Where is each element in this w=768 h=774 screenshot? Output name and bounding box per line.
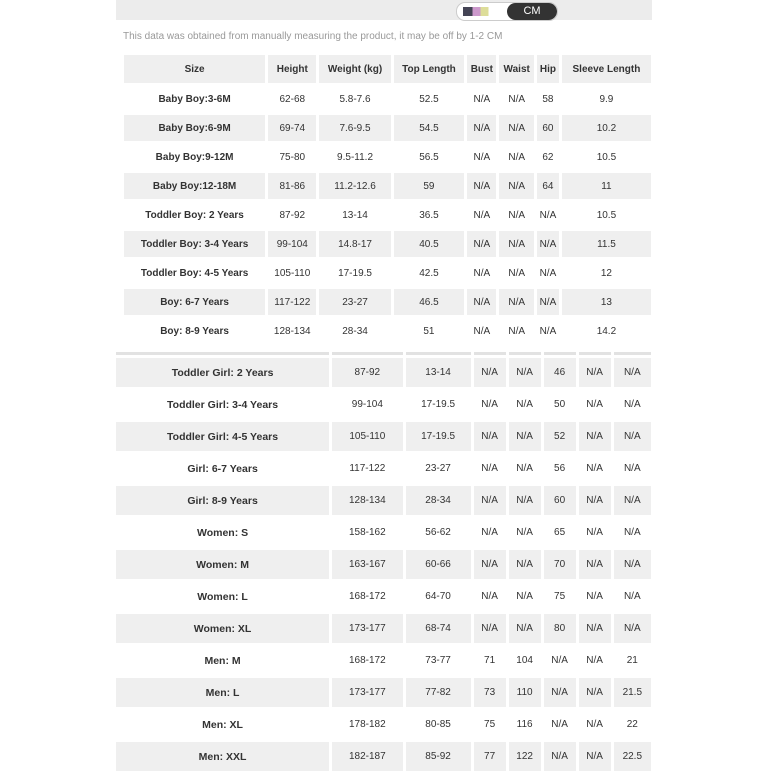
table-cell: 68-74 [406, 614, 471, 643]
table-cell: 21 [626, 655, 638, 666]
table-cell: 105-110 [274, 267, 311, 279]
table-cell: N/A [508, 325, 526, 337]
table-cell: N/A [473, 151, 491, 163]
size-cell: Toddler Girl: 4-5 Years [116, 422, 329, 451]
table-cell: N/A [586, 463, 603, 474]
table-cell: 168-172 [348, 591, 386, 602]
table-cell: N/A [544, 678, 576, 707]
table-cell: 52.5 [419, 93, 439, 105]
divider-cell [474, 352, 506, 355]
table-cell: 60 [544, 486, 576, 515]
table-cell: 173-177 [332, 678, 402, 707]
size-cell: Women: M [116, 550, 329, 579]
table-cell: N/A [508, 151, 526, 163]
table-cell: 69-74 [268, 115, 316, 141]
table-cell: N/A [499, 173, 534, 199]
table-cell: 46.5 [394, 289, 465, 315]
table-cell: 21.5 [614, 678, 651, 707]
table-cell: 117-122 [349, 463, 386, 474]
table-cell: N/A [481, 399, 498, 410]
table-cell: 128-134 [332, 486, 402, 515]
table-row [124, 86, 651, 112]
top-bar [116, 0, 652, 20]
table-header-row [124, 55, 651, 83]
table-cell: N/A [474, 422, 506, 451]
table-cell: N/A [579, 742, 611, 771]
table-cell: 182-187 [332, 742, 402, 771]
table-cell: N/A [509, 486, 541, 515]
table-row [124, 260, 651, 286]
table-cell: N/A [516, 463, 533, 474]
table-cell: 9.5-11.2 [337, 151, 373, 163]
table-cell: 22.5 [614, 742, 651, 771]
table-cell: 40.5 [394, 231, 465, 257]
size-cell: Women: S [196, 526, 249, 539]
table-row [116, 550, 651, 579]
table-cell: N/A [516, 399, 533, 410]
table-row [116, 678, 651, 707]
size-cell: Men: XXL [116, 742, 329, 771]
divider-cell [509, 352, 541, 355]
table-cell: 10.2 [562, 115, 651, 141]
table-cell: 14.8-17 [319, 231, 390, 257]
other-size-table [113, 349, 654, 774]
table-cell: Waist [499, 55, 534, 83]
table-cell: 46 [544, 358, 576, 387]
table-cell: 80 [544, 614, 576, 643]
table-cell: N/A [586, 719, 603, 730]
table-cell: 64-70 [425, 591, 451, 602]
size-cell: Men: M [204, 654, 241, 667]
table-cell: 117-122 [268, 289, 316, 315]
table-cell: 54.5 [394, 115, 465, 141]
table-cell: 36.5 [419, 209, 439, 221]
table-cell: 173-177 [332, 614, 402, 643]
table-cell: N/A [509, 614, 541, 643]
table-cell: 75-80 [279, 151, 306, 163]
table-cell: 105-110 [332, 422, 402, 451]
table-cell: 14.2 [596, 325, 617, 337]
table-cell: 77 [474, 742, 506, 771]
table-cell: 11.2-12.6 [319, 173, 390, 199]
table-cell: 110 [509, 678, 541, 707]
table-row [124, 173, 651, 199]
table-cell: N/A [551, 655, 568, 666]
table-cell: N/A [481, 591, 498, 602]
table-cell: N/A [551, 719, 568, 730]
boys-size-table [121, 52, 654, 347]
table-row [124, 318, 651, 344]
table-cell: 62-68 [279, 93, 306, 105]
table-row [124, 202, 651, 228]
table-cell: 60 [537, 115, 559, 141]
size-cell: Men: L [116, 678, 329, 707]
size-cell: Toddler Boy: 4-5 Years [140, 267, 249, 279]
table-cell: 5.8-7.6 [339, 93, 371, 105]
table-row [116, 358, 651, 387]
size-cell: Women: L [197, 590, 248, 603]
table-cell: N/A [509, 550, 541, 579]
size-cell: Girl: 8-9 Years [116, 486, 329, 515]
table-cell: N/A [586, 591, 603, 602]
table-row [116, 390, 651, 419]
table-cell: 59 [394, 173, 465, 199]
table-row [116, 486, 651, 515]
table-cell: N/A [509, 422, 541, 451]
size-cell: Baby Boy:12-18M [124, 173, 265, 199]
size-cell: Men: XL [202, 718, 243, 731]
table-cell: N/A [508, 209, 526, 221]
table-cell: N/A [474, 358, 506, 387]
size-cell: Baby Boy:9-12M [155, 151, 234, 163]
measurement-note: This data was obtained from manually measuring the product, it may be off by 1-2 CM [123, 31, 503, 42]
divider-cell [406, 352, 471, 355]
table-cell: 99-104 [351, 399, 383, 410]
table-cell: 116 [516, 719, 533, 730]
table-row [124, 231, 651, 257]
table-cell: 64 [537, 173, 559, 199]
table-cell: N/A [467, 115, 496, 141]
table-row [116, 422, 651, 451]
table-cell: N/A [614, 486, 651, 515]
size-cell: Toddler Girl: 3-4 Years [167, 398, 279, 411]
unit-toggle[interactable] [456, 2, 558, 21]
table-cell: 85-92 [406, 742, 471, 771]
table-cell: N/A [586, 527, 603, 538]
table-cell: N/A [467, 231, 496, 257]
table-cell: 56-62 [425, 527, 451, 538]
table-cell: 73 [474, 678, 506, 707]
table-cell: 28-34 [342, 325, 368, 337]
table-cell: N/A [623, 591, 641, 602]
table-cell: 81-86 [268, 173, 316, 199]
divider-cell [116, 352, 329, 355]
table-cell: 99-104 [268, 231, 316, 257]
table-cell: 17-19.5 [338, 267, 372, 279]
table-cell: N/A [516, 527, 533, 538]
table-cell: N/A [509, 358, 541, 387]
table-cell: Bust [467, 55, 496, 83]
divider-cell [614, 352, 651, 355]
table-cell: 65 [554, 527, 566, 538]
table-row [116, 710, 651, 739]
table-cell: 13-14 [342, 209, 368, 221]
table-row [116, 614, 651, 643]
table-cell: N/A [481, 527, 498, 538]
table-cell: 23-27 [319, 289, 390, 315]
table-cell: 58 [542, 93, 554, 105]
table-cell: 11.5 [562, 231, 651, 257]
table-cell: N/A [516, 591, 533, 602]
table-cell: N/A [544, 742, 576, 771]
table-cell: 10.5 [596, 151, 617, 163]
table-cell: 23-27 [425, 463, 451, 474]
table-cell: N/A [579, 358, 611, 387]
inch-option-thumbnail[interactable] [463, 7, 495, 16]
table-cell: N/A [586, 399, 603, 410]
table-cell: N/A [579, 614, 611, 643]
divider-cell [544, 352, 576, 355]
table-cell: N/A [614, 422, 651, 451]
table-cell: 163-167 [332, 550, 402, 579]
table-cell: 75 [484, 719, 496, 730]
cm-option[interactable]: CM [507, 3, 557, 20]
table-cell: 122 [509, 742, 541, 771]
table-cell: Sleeve Length [562, 55, 651, 83]
table-cell: N/A [623, 399, 641, 410]
table-row [116, 582, 651, 611]
table-cell: N/A [499, 115, 534, 141]
table-cell: 75 [554, 591, 566, 602]
table-cell: N/A [474, 614, 506, 643]
table-cell: 87-92 [332, 358, 402, 387]
table-cell: N/A [539, 325, 557, 337]
table-cell: 62 [542, 151, 554, 163]
table-cell: N/A [473, 267, 491, 279]
table-cell: 51 [423, 325, 435, 337]
table-cell: N/A [508, 93, 526, 105]
table-cell: N/A [537, 289, 559, 315]
table-cell: N/A [614, 550, 651, 579]
table-cell: 13 [562, 289, 651, 315]
section-divider [116, 352, 651, 355]
table-cell: N/A [508, 267, 526, 279]
table-cell: 17-19.5 [406, 422, 471, 451]
table-cell: 13-14 [406, 358, 471, 387]
table-cell: Height [268, 55, 316, 83]
size-cell: Size [124, 55, 265, 83]
table-cell: 56.5 [419, 151, 439, 163]
table-row [124, 289, 651, 315]
table-cell: 168-172 [348, 655, 386, 666]
table-cell: N/A [474, 550, 506, 579]
table-cell: 11 [562, 173, 651, 199]
table-cell: N/A [614, 614, 651, 643]
table-cell: 71 [484, 655, 496, 666]
table-cell: 9.9 [599, 93, 614, 105]
table-cell: N/A [499, 289, 534, 315]
size-cell: Boy: 8-9 Years [160, 325, 229, 337]
table-cell: 128-134 [273, 325, 311, 337]
table-row [124, 115, 651, 141]
size-cell: Baby Boy:3-6M [158, 93, 231, 105]
table-cell: 178-182 [348, 719, 386, 730]
table-cell: 73-77 [425, 655, 451, 666]
table-cell: N/A [623, 463, 641, 474]
table-cell: N/A [474, 486, 506, 515]
size-cell: Baby Boy:6-9M [124, 115, 265, 141]
table-cell: N/A [473, 209, 491, 221]
table-cell: 12 [600, 267, 612, 279]
table-cell: N/A [467, 289, 496, 315]
table-cell: 28-34 [406, 486, 471, 515]
table-row [116, 518, 651, 547]
table-cell: 60-66 [406, 550, 471, 579]
table-row [116, 742, 651, 771]
table-cell: N/A [539, 267, 557, 279]
table-cell: N/A [473, 93, 491, 105]
table-cell: 80-85 [425, 719, 451, 730]
table-cell: Top Length [394, 55, 465, 83]
table-cell: 56 [554, 463, 566, 474]
table-cell: 87-92 [279, 209, 306, 221]
table-cell: 42.5 [419, 267, 439, 279]
table-cell: N/A [579, 550, 611, 579]
table-cell: N/A [586, 655, 603, 666]
table-cell: Hip [537, 55, 559, 83]
table-row [124, 144, 651, 170]
table-cell: N/A [473, 325, 491, 337]
table-cell: 70 [544, 550, 576, 579]
divider-cell [579, 352, 611, 355]
table-cell: N/A [579, 486, 611, 515]
table-cell: N/A [467, 173, 496, 199]
table-cell: N/A [579, 422, 611, 451]
table-cell: N/A [579, 678, 611, 707]
table-row [116, 454, 651, 483]
table-cell: 52 [544, 422, 576, 451]
divider-cell [332, 352, 402, 355]
table-cell: 104 [516, 655, 533, 666]
table-row [116, 646, 651, 675]
table-cell: N/A [499, 231, 534, 257]
table-cell: 17-19.5 [421, 399, 456, 410]
table-cell: N/A [481, 463, 498, 474]
size-cell: Girl: 6-7 Years [187, 462, 258, 475]
size-cell: Toddler Girl: 2 Years [116, 358, 329, 387]
table-cell: 22 [626, 719, 638, 730]
table-cell: N/A [614, 358, 651, 387]
table-cell: 158-162 [348, 527, 386, 538]
table-cell: 7.6-9.5 [319, 115, 390, 141]
table-cell: Weight (kg) [319, 55, 390, 83]
size-cell: Boy: 6-7 Years [124, 289, 265, 315]
table-cell: 10.5 [596, 209, 617, 221]
size-cell: Toddler Boy: 2 Years [145, 209, 244, 221]
table-cell: N/A [539, 209, 557, 221]
table-cell: 50 [554, 399, 566, 410]
table-cell: N/A [623, 527, 641, 538]
table-cell: 77-82 [406, 678, 471, 707]
size-cell: Women: XL [116, 614, 329, 643]
size-cell: Toddler Boy: 3-4 Years [124, 231, 265, 257]
table-cell: N/A [537, 231, 559, 257]
